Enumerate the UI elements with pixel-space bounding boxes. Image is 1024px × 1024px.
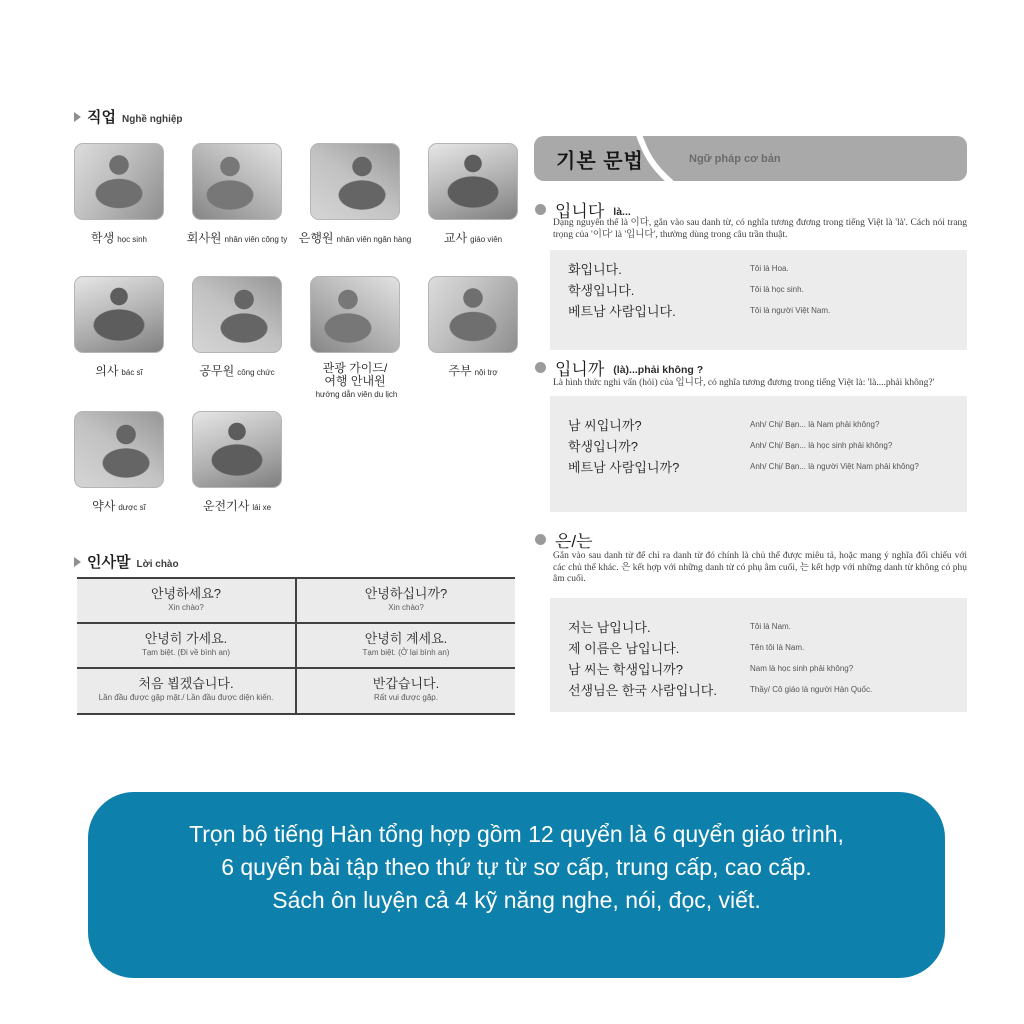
vocab-card-office-worker: [177, 143, 297, 247]
greeting-ko: 안녕히 계세요.: [364, 631, 448, 646]
example-row: [550, 435, 967, 456]
vocab-card-bank-clerk: [295, 143, 415, 247]
example-vi: Tôi là học sinh.: [750, 285, 804, 294]
occupation-photo: [310, 143, 400, 220]
greeting-vi: Xin chào?: [388, 603, 424, 612]
greeting-vi: Tạm biệt. (Đi về bình an): [141, 648, 231, 657]
banner-text-line: 6 quyển bài tập theo thứ tự từ sơ cấp, trung cấp, cao cấp.: [221, 854, 812, 880]
grammar-point-ko: 은/는: [555, 532, 593, 551]
vocab-word-ko: 약사: [92, 499, 116, 513]
vocab-caption: [177, 362, 297, 380]
example-box: [550, 598, 967, 712]
vocab-caption: [59, 229, 179, 247]
example-row: [550, 616, 967, 637]
example-ko: 제 이름은 남입니다.: [568, 641, 680, 656]
example-vi: Tôi là Hoa.: [750, 264, 789, 273]
vocab-section-header: [74, 106, 183, 127]
vocab-card-housewife: [413, 276, 533, 380]
vocab-card-civil-servant: [177, 276, 297, 380]
vocab-word-ko: 교사: [443, 231, 468, 245]
example-row: [550, 456, 967, 477]
vocab-caption: [59, 362, 179, 380]
occupation-photo: [310, 276, 400, 353]
example-ko: 베트남 사람입니다.: [568, 304, 676, 319]
vocab-card-driver: [177, 411, 297, 515]
section-marker-icon: [74, 112, 81, 122]
vocab-word-ko: 학생: [91, 231, 115, 245]
vocab-caption: [59, 497, 179, 515]
greeting-cell: [77, 624, 297, 669]
greetings-table: [77, 577, 515, 715]
vocab-card-tour-guide: [295, 276, 415, 401]
banner-text-line: Sách ôn luyện cả 4 kỹ năng nghe, nói, đọc, viết.: [272, 887, 761, 913]
occupation-photo: [74, 143, 164, 220]
occupation-photo: [192, 411, 282, 488]
grammar-point-ko: 입니까: [555, 360, 605, 379]
greeting-cell: [297, 624, 515, 669]
grammar-point-vi: (là)...phải không ?: [613, 363, 704, 376]
grammar-description: Gắn vào sau danh từ để chỉ ra danh từ đó chính là chủ thể được miêu tả, hoặc mang ý nghĩa đối chiếu với các chủ thể khác. 은 kết hợp với những danh từ có phụ âm cuối, 는 kết hợp với những danh từ không có phụ âm cuối.: [553, 551, 967, 584]
greeting-cell: [77, 669, 297, 715]
example-vi: Tên tôi là Nam.: [750, 643, 805, 652]
example-row: [550, 300, 967, 321]
vocab-caption: [295, 229, 415, 247]
greeting-cell: [297, 579, 515, 624]
example-ko: 선생님은 한국 사람입니다.: [568, 683, 717, 698]
vocab-card-pharmacist: [59, 411, 179, 515]
grammar-point-title: [535, 527, 593, 552]
vocab-word-ko: 운전기사: [202, 499, 250, 513]
vocab-word-vi: lái xe: [252, 503, 272, 512]
greeting-cell: [77, 579, 297, 624]
example-vi: Tôi là người Việt Nam.: [750, 306, 831, 315]
grammar-description: Dạng nguyên thể là 이다, gắn vào sau danh từ, có nghĩa tương đương trong tiếng Việt là 'là'. Cách nói trang trọng của '이다' là '입니다', thường dùng trong câu trần thuật.: [553, 218, 967, 240]
greeting-ko: 반갑습니다.: [372, 676, 440, 691]
promo-banner: [88, 792, 945, 978]
greeting-vi: Lần đầu được gặp mặt./ Lần đầu được diện kiến.: [98, 693, 274, 702]
vocab-word-ko: 은행원: [298, 231, 334, 245]
vocab-word-vi: dược sĩ: [118, 503, 146, 512]
example-vi: Nam là học sinh phải không?: [750, 664, 854, 673]
vocab-word-ko2: 여행 안내원: [324, 374, 386, 388]
bullet-icon: [535, 362, 546, 373]
vocab-word-vi: giáo viên: [470, 235, 503, 244]
greeting-vi: Rất vui được gặp.: [374, 693, 438, 702]
grammar-header-vi: Ngữ pháp cơ bản: [689, 152, 781, 165]
example-vi: Anh/ Chị/ Bạn... là người Việt Nam phải không?: [750, 462, 919, 471]
example-ko: 학생입니다.: [568, 283, 635, 298]
grammar-point-title: [535, 355, 703, 380]
greeting-ko: 안녕히 가세요.: [144, 631, 228, 646]
example-ko: 베트남 사람입니까?: [568, 460, 680, 475]
grammar-point-vi: là...: [613, 205, 631, 218]
section-marker-icon: [74, 557, 81, 567]
example-row: [550, 279, 967, 300]
vocab-caption: [295, 362, 415, 401]
example-row: [550, 658, 967, 679]
example-row: [550, 637, 967, 658]
occupation-photo: [192, 276, 282, 353]
occupation-photo: [192, 143, 282, 220]
greeting-vi: Xin chào?: [168, 603, 204, 612]
vocab-caption: [413, 362, 533, 380]
example-ko: 저는 남입니다.: [568, 620, 651, 635]
vocab-card-student: [59, 143, 179, 247]
grammar-header-ko: 기본 문법: [556, 150, 644, 172]
vocab-word-vi: nhân viên ngân hàng: [336, 235, 412, 244]
example-row: [550, 414, 967, 435]
vocab-caption: [177, 497, 297, 515]
banner-text-line: Trọn bộ tiếng Hàn tổng hợp gồm 12 quyển là 6 quyển giáo trình,: [189, 821, 844, 847]
example-vi: Anh/ Chị/ Bạn... là Nam phải không?: [750, 420, 880, 429]
vocab-word-ko: 주부: [448, 364, 472, 378]
vocab-word-vi: bác sĩ: [121, 368, 143, 377]
example-vi: Tôi là Nam.: [750, 622, 791, 631]
vocab-word-ko: 의사: [95, 364, 119, 378]
vocab-word-ko: 회사원: [186, 231, 222, 245]
grammar-description: Là hình thức nghi vấn (hỏi) của 입니다, có nghĩa tương đương trong tiếng Việt là: 'là....phải không?': [553, 378, 935, 388]
greetings-section-header: [74, 551, 179, 572]
grammar-point-ko: 입니다: [555, 202, 605, 221]
greeting-ko: 안녕하세요?: [150, 586, 222, 601]
grammar-header: [534, 136, 967, 181]
greeting-ko: 처음 뵙겠습니다.: [138, 676, 234, 691]
occupation-photo: [428, 276, 518, 353]
example-vi: Anh/ Chị/ Bạn... là học sinh phải không?: [750, 441, 893, 450]
bullet-icon: [535, 534, 546, 545]
vocab-word-vi: công chức: [237, 368, 275, 377]
vocab-word-ko: 관광 가이드/: [322, 361, 388, 375]
occupation-photo: [74, 276, 164, 353]
greetings-title-ko: 인사말: [87, 554, 131, 571]
example-ko: 화입니다.: [568, 262, 622, 277]
example-box: [550, 396, 967, 512]
example-box: [550, 250, 967, 350]
vocab-card-teacher: [413, 143, 533, 247]
vocab-word-vi: nội trợ: [474, 368, 498, 377]
occupation-photo: [428, 143, 518, 220]
example-ko: 학생입니까?: [568, 439, 639, 454]
greeting-ko: 안녕하십니까?: [364, 586, 448, 601]
bullet-icon: [535, 204, 546, 215]
vocab-card-doctor: [59, 276, 179, 380]
vocab-word-vi: học sinh: [117, 235, 147, 244]
vocab-title-ko: 직업: [87, 109, 116, 126]
greeting-vi: Tạm biệt. (Ở lại bình an): [362, 648, 450, 657]
greetings-title-vi: Lời chào: [136, 559, 179, 570]
example-vi: Thầy/ Cô giáo là người Hàn Quốc.: [750, 685, 873, 694]
example-ko: 남 씨입니까?: [568, 418, 642, 433]
vocab-caption: [177, 229, 297, 247]
vocab-title-vi: Nghề nghiệp: [121, 114, 183, 125]
example-ko: 남 씨는 학생입니까?: [568, 662, 683, 677]
occupation-photo: [74, 411, 164, 488]
example-row: [550, 679, 967, 700]
example-row: [550, 258, 967, 279]
vocab-word-vi: hướng dẫn viên du lịch: [315, 390, 398, 399]
vocab-word-vi: nhân viên công ty: [224, 235, 288, 244]
vocab-caption: [413, 229, 533, 247]
greeting-cell: [297, 669, 515, 715]
vocab-word-ko: 공무원: [199, 364, 235, 378]
